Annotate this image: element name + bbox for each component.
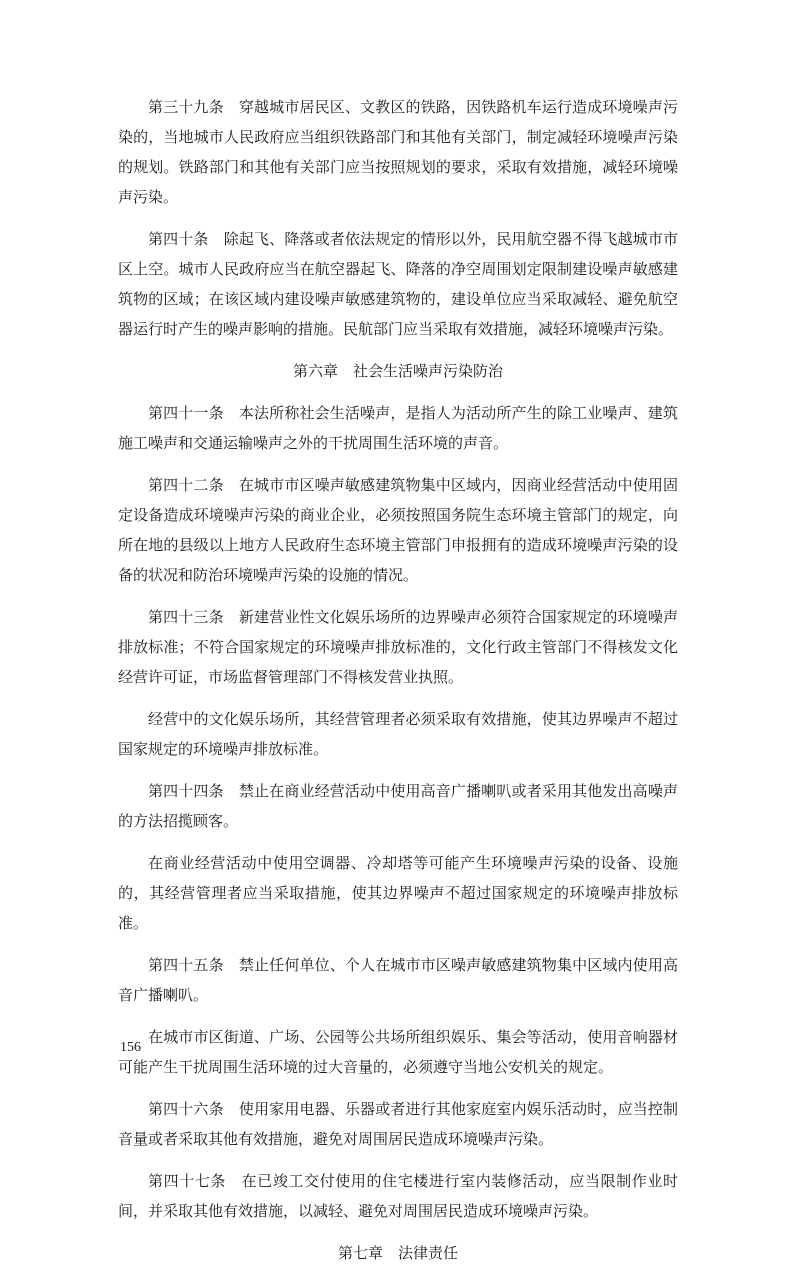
article-text: 使用家用电器、乐器或者进行其他家庭室内娱乐活动时，应当控制音量或者采取其他有效措施，避免对周围居民造成环境噪声污染。 [118, 1100, 678, 1148]
article-text: 除起飞、降落或者依法规定的情形以外，民用航空器不得飞越城市市区上空。城市人民政府应当在航空器起飞、降落的净空周围划定限制建设噪声敏感建筑物的区域；在该区域内建设噪声敏感建筑物的，建设单位应当采取减轻、避免航空器运行时产生的噪声影响的措施。民航部门应当采取有效措施，减轻环境噪声污染。 [118, 230, 678, 338]
chapter-6-heading [118, 356, 678, 386]
article-43-paragraph-2 [118, 704, 678, 764]
article-41 [118, 398, 678, 458]
article-number: 第四十七条 [148, 1172, 227, 1190]
article-number: 第四十三条 [148, 608, 224, 626]
article-45 [118, 950, 678, 1010]
article-number: 第四十五条 [148, 956, 224, 974]
chapter-number: 第七章 [337, 1244, 383, 1262]
article-42 [118, 470, 678, 590]
paragraph-text: 经营中的文化娱乐场所，其经营管理者必须采取有效措施，使其边界噪声不超过国家规定的环境噪声排放标准。 [118, 710, 678, 758]
document-page [118, 92, 678, 1280]
article-44-paragraph-2 [118, 848, 678, 938]
article-text: 新建营业性文化娱乐场所的边界噪声必须符合国家规定的环境噪声排放标准；不符合国家规定的环境噪声排放标准的，文化行政主管部门不得核发文化经营许可证，市场监督管理部门不得核发营业执照。 [118, 608, 678, 686]
article-number: 第四十一条 [148, 404, 224, 422]
article-39 [118, 92, 678, 212]
article-text: 禁止任何单位、个人在城市市区噪声敏感建筑物集中区域内使用高音广播喇叭。 [118, 956, 678, 1004]
article-text: 在城市市区噪声敏感建筑物集中区域内，因商业经营活动中使用固定设备造成环境噪声污染的商业企业，必须按照国务院生态环境主管部门的规定，向所在地的县级以上地方人民政府生态环境主管部门申报拥有的造成环境噪声污染的设备的状况和防治环境噪声污染的设施的情况。 [118, 476, 678, 584]
article-45-paragraph-2 [118, 1022, 678, 1082]
chapter-number: 第六章 [292, 362, 338, 380]
article-40 [118, 224, 678, 344]
chapter-title: 法律责任 [398, 1244, 459, 1262]
article-text: 本法所称社会生活噪声，是指人为活动所产生的除工业噪声、建筑施工噪声和交通运输噪声之外的干扰周围生活环境的声音。 [118, 404, 678, 452]
article-44 [118, 776, 678, 836]
chapter-title: 社会生活噪声污染防治 [353, 362, 504, 380]
paragraph-text: 在城市市区街道、广场、公园等公共场所组织娱乐、集会等活动，使用音响器材可能产生干扰周围生活环境的过大音量的，必须遵守当地公安机关的规定。 [118, 1028, 678, 1076]
article-number: 第三十九条 [148, 98, 224, 116]
chapter-7-heading [118, 1238, 678, 1268]
article-number: 第四十六条 [148, 1100, 224, 1118]
article-number: 第四十条 [148, 230, 209, 248]
article-text: 穿越城市居民区、文教区的铁路，因铁路机车运行造成环境噪声污染的，当地城市人民政府应当组织铁路部门和其他有关部门，制定减轻环境噪声污染的规划。铁路部门和其他有关部门应当按照规划的要求，采取有效措施，减轻环境噪声污染。 [118, 98, 678, 206]
article-47 [118, 1166, 678, 1226]
article-46 [118, 1094, 678, 1154]
page-number: 156 [120, 1040, 141, 1055]
paragraph-text: 在商业经营活动中使用空调器、冷却塔等可能产生环境噪声污染的设备、设施的，其经营管理者应当采取措施，使其边界噪声不超过国家规定的环境噪声排放标准。 [118, 854, 678, 932]
article-text: 在已竣工交付使用的住宅楼进行室内装修活动，应当限制作业时间，并采取其他有效措施，以减轻、避免对周围居民造成环境噪声污染。 [118, 1172, 678, 1220]
article-text: 禁止在商业经营活动中使用高音广播喇叭或者采用其他发出高噪声的方法招揽顾客。 [118, 782, 678, 830]
article-number: 第四十二条 [148, 476, 224, 494]
article-43 [118, 602, 678, 692]
article-number: 第四十四条 [148, 782, 224, 800]
